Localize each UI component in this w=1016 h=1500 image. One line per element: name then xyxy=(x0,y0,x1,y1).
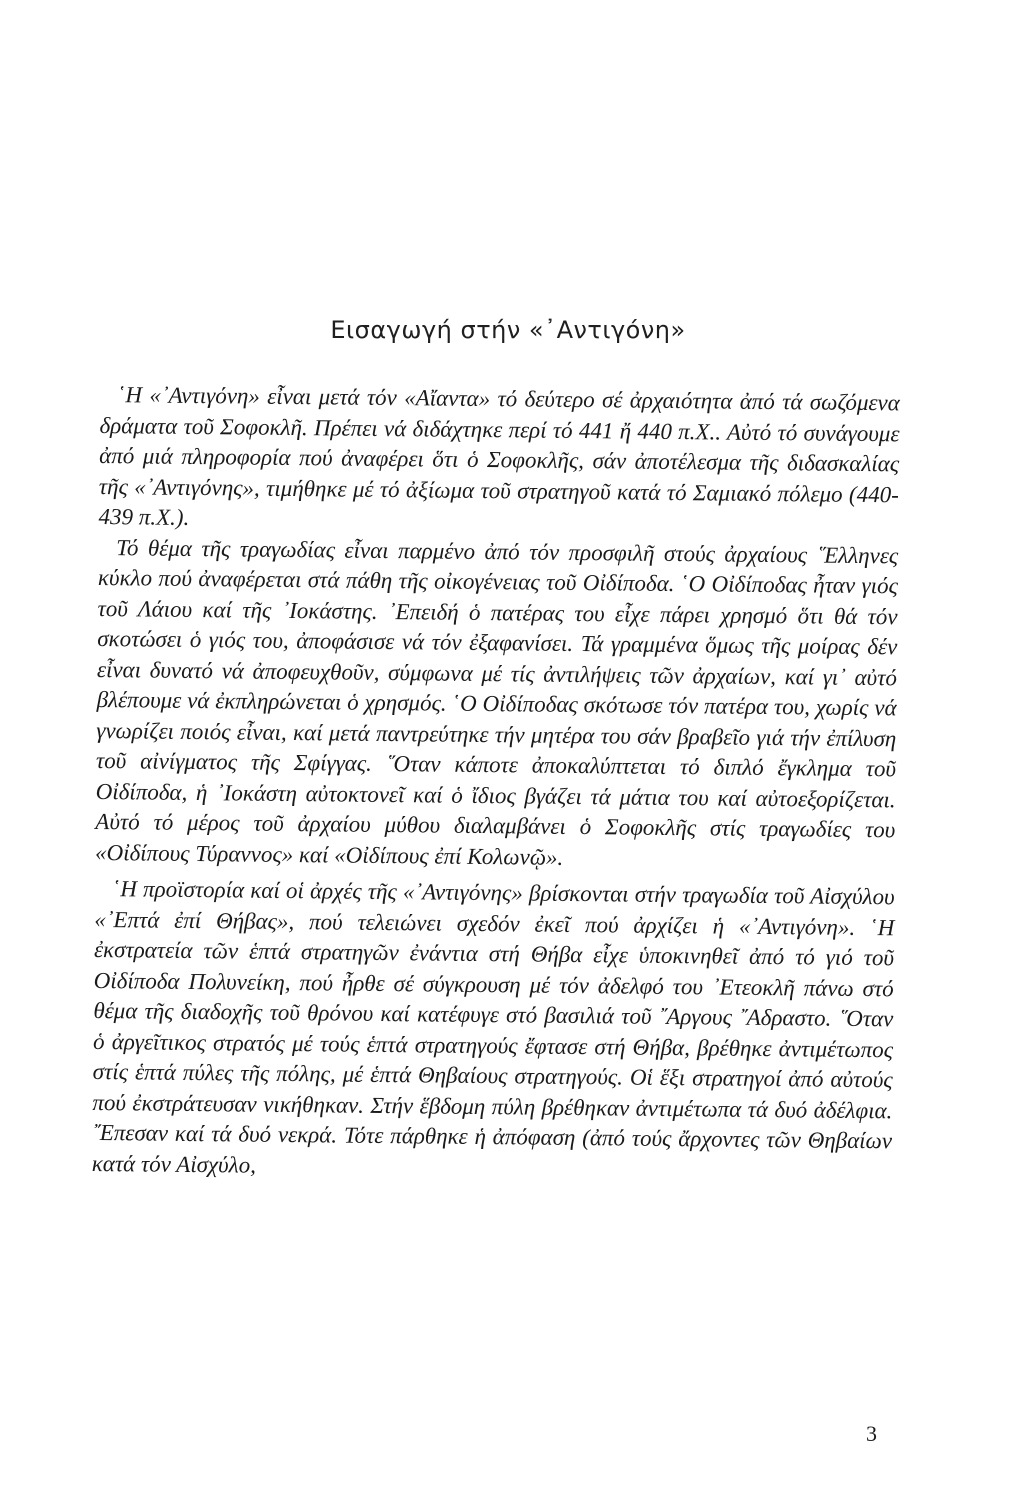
paragraph-1: ῾Η «᾽Αντιγόνη» εἶναι μετά τόν «Αἴαντα» τό δεύτερο σέ ἀρχαιότητα ἀπό τά σωζόμενα δράματα τοῦ Σοφοκλῆ. Πρέπει νά διδάχτηκε περί τό 441 ἤ 440 π.Χ.. Αὐτό τό συνάγουμε ἀπό μιά πληροφορία πού ἀναφέρει ὅτι ὁ Σοφοκλῆς, σάν ἀποτέλεσμα τῆς διδασκαλίας τῆς «᾽Αντιγόνης», τιμήθηκε μέ τό ἀξίωμα τοῦ στρατηγοῦ κατά τό Σαμιακό πόλεμο (440-439 π.Χ.). xyxy=(98,382,900,530)
paragraph-3: ῾Η προϊστορία καί οἱ ἀρχές τῆς «᾽Αντιγόνης» βρίσκονται στήν τραγωδία τοῦ Αἰσχύλου «᾽Επτά ἐπί Θήβας», πού τελειώνει σχεδόν ἐκεῖ πού ἀρχίζει ἡ «᾽Αντιγόνη». ῾Η ἐκστρατεία τῶν ἑπτά στρατηγῶν ἐνάντια στή Θήβα εἶχε ὑποκινηθεῖ ἀπό τό γιό τοῦ Οἰδίποδα Πολυνείκη, πού ἦρθε σέ σύγκρουση μέ τόν ἀδελφό του ᾽Ετεοκλῆ πάνω στό θέμα τῆς διαδοχῆς τοῦ θρόνου καί κατέφυγε στό βασιλιά τοῦ ῎Αργους ῎Αδραστο. ῞Οταν ὁ ἀργεῖτικος στρατός μέ τούς ἑπτά στρατηγούς ἔφτασε στή Θήβα, βρέθηκε ἀντιμέτωπος στίς ἑπτά πύλες τῆς πόλης, μέ ἑπτά Θηβαίους στρατηγούς. Οἱ ἕξι στρατηγοί ἀπό αὐτούς πού ἐκστράτευσαν νικήθηκαν. Στήν ἕβδομη πύλη βρέθηκαν ἀντιμέτωπα τά δυό ἀδέλφια. ῎Επεσαν καί τά δυό νεκρά. Τότε πάρθηκε ἡ ἀπόφαση (ἀπό τούς ἄρχοντες τῶν Θηβαίων κατά τόν Αἰσχύλο, xyxy=(91,876,895,1178)
paragraph-2: Τό θέμα τῆς τραγωδίας εἶναι παρμένο ἀπό τόν προσφιλῆ στούς ἀρχαίους ῞Ελληνες κύκλο πού ἀναφέρεται στά πάθη τῆς οἰκογένειας τοῦ Οἰδίποδα. ῾Ο Οἰδίποδας ἦταν γιός τοῦ Λάιου καί τῆς ᾽Ιοκάστης. ᾽Επειδή ὁ πατέρας του εἶχε πάρει χρησμό ὅτι θά τόν σκοτώσει ὁ γιός του, ἀποφάσισε νά τόν ἐξαφανίσει. Τά γραμμένα ὅμως τῆς μοίρας δέν εἶναι δυνατό νά ἀποφευχθοῦν, σύμφωνα μέ τίς ἀντιλήψεις τῶν ἀρχαίων, καί γι᾽ αὐτό βλέπουμε νά ἐκπληρώνεται ὁ χρησμός. ῾Ο Οἰδίποδας σκότωσε τόν πατέρα του, χωρίς νά γνωρίζει ποιός εἶναι, καί μετά παντρεύτηκε τήν μητέρα του σάν βραβεῖο γιά τήν ἐπίλυση τοῦ αἰνίγματος τῆς Σφίγγας. ῞Οταν κάποτε ἀποκαλύπτεται τό διπλό ἔγκλημα τοῦ Οἰδίποδα, ἡ ᾽Ιοκάστη αὐτοκτονεῖ καί ὁ ἴδιος βγάζει τά μάτια του καί αὐτοεξορίζεται. Αὐτό τό μέρος τοῦ ἀρχαίου μύθου διαλαμβάνει ὁ Σοφοκλῆς στίς τραγωδίες του «Οἰδίπους Τύραννος» καί «Οἰδίπους ἐπί Κολωνῷ». xyxy=(94,534,899,870)
section-title: Εισαγωγή στήν «᾽Αντιγόνη» xyxy=(330,316,686,344)
page-number: 3 xyxy=(866,1421,877,1446)
body-text xyxy=(92,380,900,1187)
